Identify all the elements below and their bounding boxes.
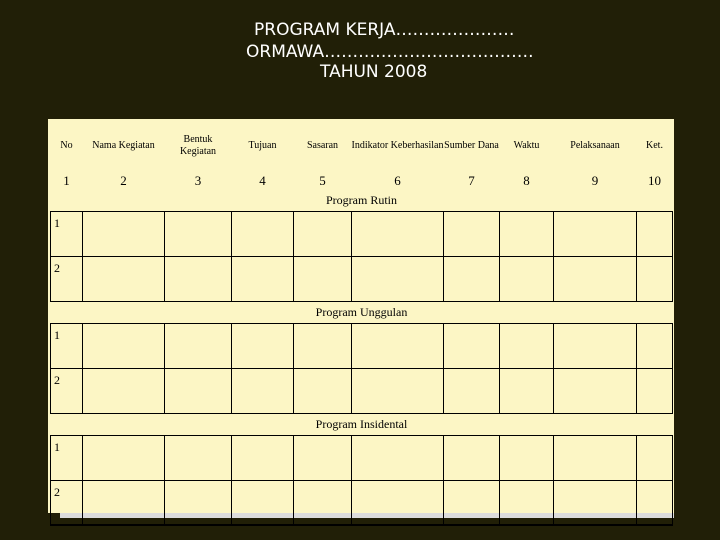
title-line-2: ORMAWA……………………………….	[246, 42, 534, 62]
table-cell[interactable]	[352, 257, 444, 302]
header-indikator: Indikator Keberhasilan	[351, 140, 444, 151]
header-no: No	[60, 140, 73, 151]
table-cell[interactable]	[352, 212, 444, 257]
column-number: 9	[591, 173, 599, 188]
section-label-program-rutin: Program Rutin	[51, 190, 673, 212]
table-cell[interactable]	[83, 481, 165, 526]
header-row	[51, 120, 673, 172]
column-number: 2	[120, 173, 127, 188]
table-cell[interactable]	[444, 436, 500, 481]
column-number: 6	[394, 173, 401, 188]
column-number-row	[51, 172, 673, 190]
section-label-program-unggulan: Program Unggulan	[51, 302, 673, 324]
table-cell[interactable]	[165, 257, 232, 302]
table-cell[interactable]	[294, 481, 352, 526]
table-cell[interactable]	[352, 481, 444, 526]
table-cell[interactable]	[554, 369, 637, 414]
row-number: 1	[51, 324, 83, 369]
table-cell[interactable]	[83, 324, 165, 369]
table-cell[interactable]	[294, 436, 352, 481]
table-cell[interactable]	[444, 257, 500, 302]
table-cell[interactable]	[554, 212, 637, 257]
table-cell[interactable]	[165, 324, 232, 369]
table-cell[interactable]	[83, 369, 165, 414]
header-pelaksanaan: Pelaksanaan	[570, 140, 620, 151]
column-number: 7	[468, 173, 475, 188]
table-cell[interactable]	[352, 436, 444, 481]
table-cell[interactable]	[637, 212, 673, 257]
table-row	[51, 212, 673, 257]
table-cell[interactable]	[83, 212, 165, 257]
table-row	[51, 481, 673, 526]
table-cell[interactable]	[294, 324, 352, 369]
header-bentuk-kegiatan: Bentuk Kegiatan	[179, 134, 217, 157]
table-cell[interactable]	[637, 436, 673, 481]
row-number: 2	[51, 369, 83, 414]
table-cell[interactable]	[500, 436, 554, 481]
table-cell[interactable]	[554, 257, 637, 302]
table-cell[interactable]	[165, 481, 232, 526]
table-row	[51, 369, 673, 414]
table-cell[interactable]	[637, 369, 673, 414]
table-cell[interactable]	[83, 436, 165, 481]
row-number: 1	[51, 436, 83, 481]
table-row	[51, 257, 673, 302]
program-table	[50, 120, 673, 526]
column-number: 3	[194, 173, 202, 188]
table-cell[interactable]	[294, 369, 352, 414]
table-cell[interactable]	[637, 257, 673, 302]
table-cell[interactable]	[165, 436, 232, 481]
section-label-program-insidental: Program Insidental	[51, 414, 673, 436]
header-sumber-dana: Sumber Dana	[444, 140, 499, 151]
column-number: 4	[259, 173, 266, 188]
row-number: 1	[51, 212, 83, 257]
header-nama-kegiatan: Nama Kegiatan	[92, 140, 155, 151]
table-cell[interactable]	[500, 324, 554, 369]
section-row	[51, 414, 673, 436]
table-cell[interactable]	[554, 481, 637, 526]
table-cell[interactable]	[637, 324, 673, 369]
column-number: 1	[63, 173, 70, 188]
row-number: 2	[51, 481, 83, 526]
table-cell[interactable]	[232, 481, 294, 526]
table-cell[interactable]	[444, 481, 500, 526]
title-line-3: TAHUN 2008	[320, 62, 428, 82]
header-waktu: Waktu	[513, 140, 540, 151]
section-row	[51, 190, 673, 212]
section-row	[51, 302, 673, 324]
table-cell[interactable]	[500, 257, 554, 302]
table-cell[interactable]	[554, 436, 637, 481]
table-cell[interactable]	[232, 369, 294, 414]
table-cell[interactable]	[637, 481, 673, 526]
column-number: 10	[648, 173, 661, 188]
table-cell[interactable]	[500, 369, 554, 414]
title-line-1: PROGRAM KERJA…………………	[254, 20, 515, 40]
table-cell[interactable]	[500, 212, 554, 257]
header-tujuan: Tujuan	[248, 140, 277, 151]
table-cell[interactable]	[444, 324, 500, 369]
table-cell[interactable]	[232, 436, 294, 481]
table-cell[interactable]	[232, 212, 294, 257]
table-cell[interactable]	[294, 257, 352, 302]
table-cell[interactable]	[444, 212, 500, 257]
table-cell[interactable]	[165, 212, 232, 257]
table-cell[interactable]	[232, 257, 294, 302]
table-cell[interactable]	[352, 324, 444, 369]
column-number: 5	[319, 173, 326, 188]
header-ket: Ket.	[646, 140, 663, 151]
header-sasaran: Sasaran	[306, 140, 339, 151]
table-cell[interactable]	[352, 369, 444, 414]
table-row	[51, 324, 673, 369]
table-cell[interactable]	[500, 481, 554, 526]
table-row	[51, 436, 673, 481]
table-cell[interactable]	[444, 369, 500, 414]
table-cell[interactable]	[165, 369, 232, 414]
table-cell[interactable]	[554, 324, 637, 369]
table-cell[interactable]	[232, 324, 294, 369]
column-number: 8	[523, 173, 530, 188]
table-cell[interactable]	[294, 212, 352, 257]
row-number: 2	[51, 257, 83, 302]
table-cell[interactable]	[83, 257, 165, 302]
